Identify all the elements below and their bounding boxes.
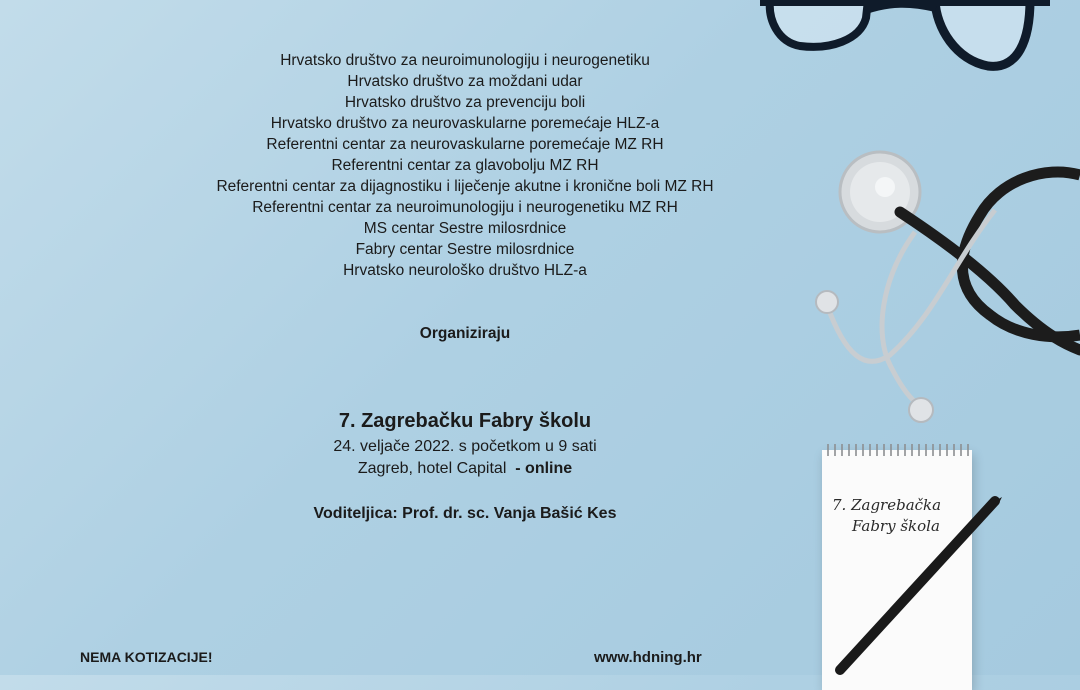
notebook-spiral: [822, 440, 972, 462]
organization-item: Hrvatsko društvo za prevenciju boli: [344, 94, 586, 111]
event-host: Voditeljica: Prof. dr. sc. Vanja Bašić Kes: [313, 505, 617, 522]
no-fee-notice: NEMA KOTIZACIJE!: [80, 649, 213, 665]
event-venue-line: [160, 460, 770, 478]
organization-item: Referentni centar za glavobolju MZ RH: [331, 157, 599, 174]
stethoscope-icon: [805, 140, 1080, 430]
event-venue: Zagreb, hotel Capital: [357, 460, 507, 477]
organizations-list: [160, 50, 770, 281]
notebook-line-2: Fabry škola: [852, 517, 940, 535]
organization-item: Fabry centar Sestre milosrdnice: [355, 241, 575, 258]
organiziraju-label: Organiziraju: [419, 325, 511, 342]
organization-item: Hrvatsko društvo za neurovaskularne poremećaje HLZ-a: [270, 115, 660, 132]
event-date: 24. veljače 2022. s početkom u 9 sati: [333, 438, 597, 455]
organization-item: Referentni centar za neuroimunologiju i neurogenetiku MZ RH: [252, 199, 678, 216]
event-mode: - online: [515, 460, 573, 477]
notebook-line-1: 7. Zagrebačka: [832, 496, 942, 514]
organization-item: Referentni centar za neurovaskularne poremećaje MZ RH: [266, 136, 664, 153]
event-title: 7. Zagrebačku Fabry školu: [338, 410, 592, 432]
website-link[interactable]: www.hdning.hr: [594, 649, 702, 666]
organization-item: Hrvatsko neurološko društvo HLZ-a: [343, 262, 587, 279]
organization-item: MS centar Sestre milosrdnice: [363, 220, 567, 237]
organization-item: Hrvatsko društvo za moždani udar: [347, 73, 583, 90]
glasses-icon: [760, 0, 1050, 80]
organization-item: Referentni centar za dijagnostiku i liječenje akutne i kronične boli MZ RH: [216, 178, 714, 195]
pencil-icon: [830, 495, 1005, 680]
organization-item: Hrvatsko društvo za neuroimunologiju i neurogenetiku: [280, 52, 650, 69]
